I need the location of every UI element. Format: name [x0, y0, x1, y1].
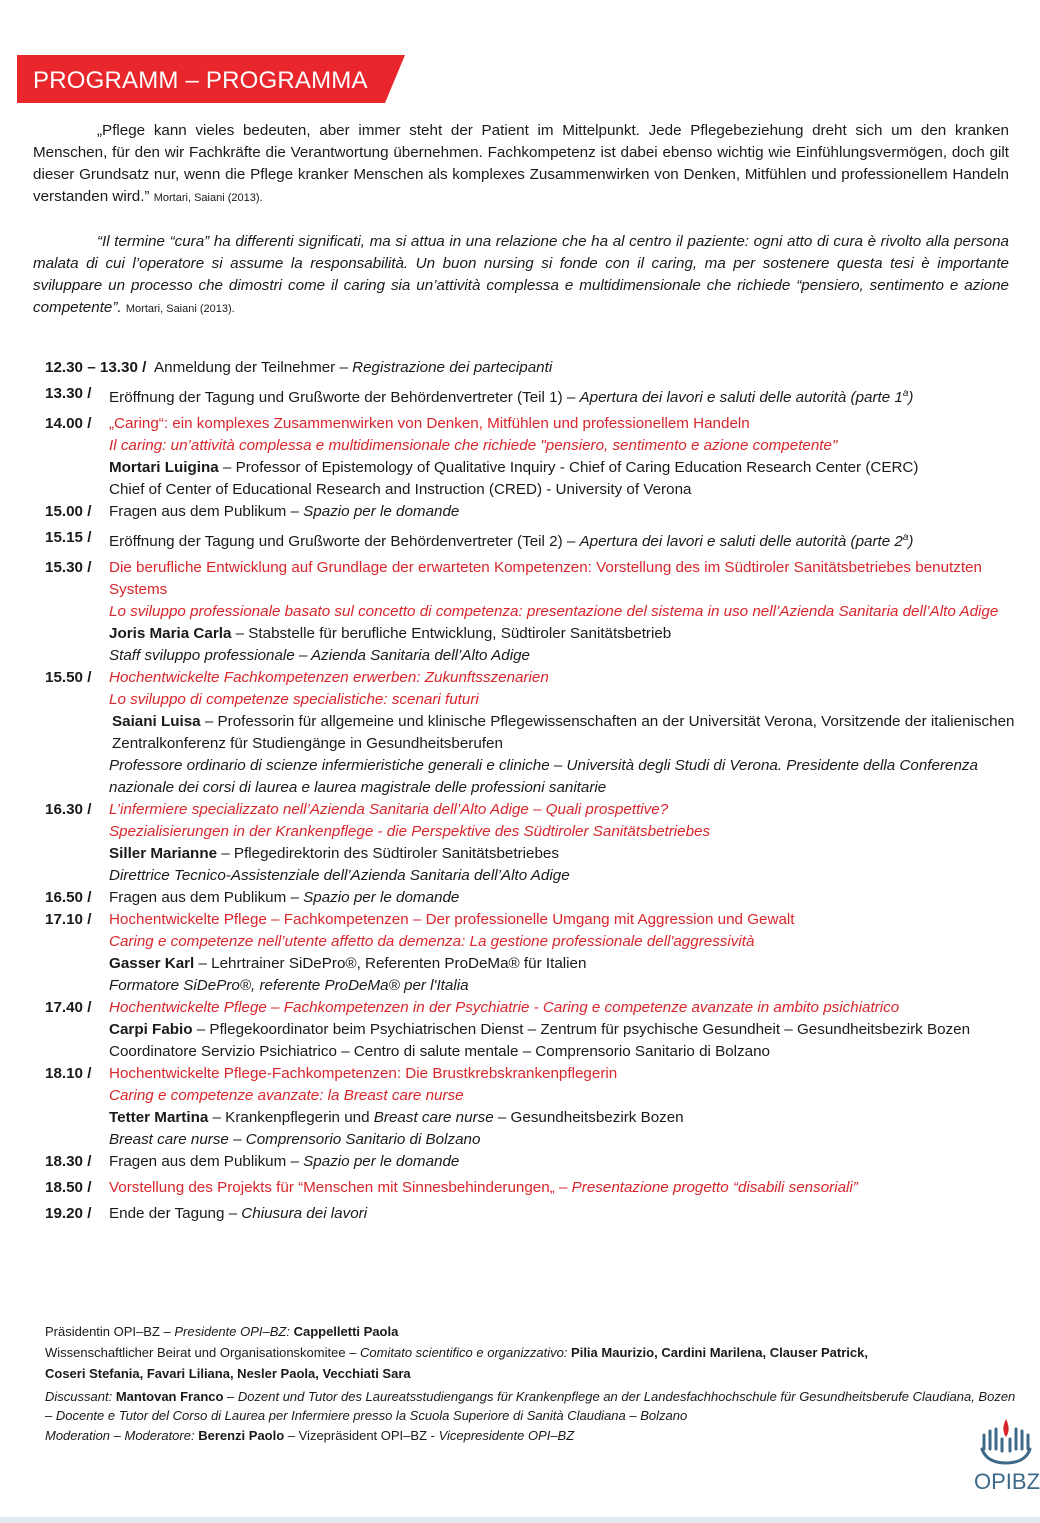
program-time: 17.10 /	[45, 911, 92, 929]
program-text-it: Apertura dei lavori e saluti delle autorità (parte 1	[579, 389, 903, 407]
program-text-it: Presentazione progetto “disabili sensoriali”	[571, 1179, 858, 1197]
speaker-role: – Professorin für allgemeine und klinische Pflegewissenschaften an der Universität Verona, Vorsitzende der italienischen Zentralkonferenz für Studiengänge in Gesundheitsberufen	[112, 713, 1015, 753]
speaker-role-it: Staff sviluppo professionale – Azienda Sanitaria dell’Alto Adige	[109, 647, 531, 665]
discussant-role: – Dozent und Tutor des Laureatsstudiengangs für Krankenpflege an der Landesfachhochschule für Gesundheitsberufe Claudiana, Bozen – Docente e Tutor del Corso di Laurea per Infermiere presso la Scuola Superiore di Sanità Claudiana – Bolzano	[45, 1389, 1016, 1423]
quote-italian-text: “Il termine “cura” ha differenti significati, ma si attua in una relazione che ha al centro il paziente: ogni atto di cura è rivolto alla persona malata di cui l’operatore si assume la responsabilità. Un buon nursing si fonde con il caring, ma per sostenere questa tesi è importante sviluppare un processo che dimostri come il caring sia un’attività complessa e multidimensionale che richiede “pensiero, sentimento e azione competente”.	[33, 233, 1009, 316]
moderation-role-de: – Vizepräsident OPI–BZ -	[284, 1428, 439, 1443]
program-item	[45, 357, 1035, 379]
program-title-it: Caring e competenze nell’utente affetto da demenza: La gestione professionale dell'aggressività	[109, 933, 755, 951]
program-text-it: Apertura dei lavori e saluti delle autorità (parte 2	[579, 533, 903, 551]
program-item	[45, 557, 1035, 667]
program-item	[45, 1063, 1035, 1151]
program-text-it: Chiusura dei lavori	[241, 1205, 368, 1223]
program-item	[45, 667, 1035, 799]
program-time: 18.50 /	[45, 1179, 92, 1197]
program-title-it: L’infermiere specializzato nell’Azienda Sanitaria dell’Alto Adige – Quali prospettive?	[109, 801, 669, 819]
program-time: 16.50 /	[45, 889, 92, 907]
logo-text: OPIBZ	[974, 1469, 1040, 1494]
president-label-de: Präsidentin OPI–BZ –	[45, 1324, 175, 1339]
program-time: 14.00 /	[45, 415, 92, 433]
program-text-it-end: )	[908, 533, 914, 551]
program-title-it: Lo sviluppo di competenze specialistiche: scenari futuri	[109, 691, 479, 709]
discussant-line	[45, 1387, 1030, 1425]
program-time: 15.50 /	[45, 669, 92, 687]
moderation-line	[45, 1425, 1030, 1446]
program-title-de: Spezialisierungen in der Krankenpflege - die Perspektive des Südtiroler Sanitätsbetriebes	[109, 823, 711, 841]
program-text-it-end: )	[908, 389, 914, 407]
program-text-de: Fragen aus dem Publikum –	[109, 889, 304, 907]
program-text-de: Eröffnung der Tagung und Grußworte der Behördenvertreter (Teil 1) –	[109, 389, 580, 407]
program-title-de: „Caring“: ein komplexes Zusammenwirken von Denken, Mitfühlen und professionellem Handeln	[109, 415, 750, 433]
speaker-name: Joris Maria Carla	[109, 625, 232, 643]
program-text-de: Fragen aus dem Publikum –	[109, 503, 304, 521]
discussant-label: Discussant:	[45, 1389, 116, 1404]
committee-names: Pilia Maurizio, Cardini Marilena, Clauser Patrick,	[571, 1345, 868, 1360]
speaker-role-it: Breast care nurse – Comprensorio Sanitario di Bolzano	[109, 1131, 481, 1149]
speaker-role-it: Formatore SiDePro®, referente ProDeMa® per l'Italia	[109, 977, 469, 995]
program-time: 15.15 /	[45, 529, 92, 547]
quote-italian-citation: Mortari, Saiani (2013).	[125, 303, 235, 315]
program-item	[45, 1177, 1035, 1199]
program-text-it: Spazio per le domande	[303, 503, 460, 521]
program-title-it: Lo sviluppo professionale basato sul concetto di competenza: presentazione del sistema in uso nell’Azienda Sanitaria dell’Alto Adige	[109, 603, 999, 621]
quote-german-text: „Pflege kann vieles bedeuten, aber immer steht der Patient im Mittelpunkt. Jede Pflegebeziehung dreht sich um den kranken Menschen, für den wir Fachkräfte die Verantwortung übernehmen. Fachkompetenz ist dabei ebenso wichtig wie Einfühlungsvermögen, doch gilt dieser Grundsatz nur, wenn die Pflege kranker Menschen als komplexes Zusammenwirken von Denken, Mitfühlen und professionellem Handeln verstanden wird.”	[33, 122, 1009, 205]
opibz-logo	[972, 1415, 1040, 1505]
speaker-role-it: Direttrice Tecnico-Assistenziale dell’Azienda Sanitaria dell’Alto Adige	[109, 867, 570, 885]
quote-german-citation: Mortari, Saiani (2013).	[153, 192, 263, 204]
speaker-role: Chief of Center of Educational Research and Instruction (CRED) - University of Verona	[109, 481, 692, 499]
president-label-it: Presidente OPI–BZ:	[174, 1324, 294, 1339]
credits-footer	[45, 1321, 1030, 1446]
program-time: 16.30 /	[45, 801, 92, 819]
speaker-role: – Krankenpflegerin und	[208, 1109, 374, 1127]
program-item	[45, 501, 1035, 523]
speaker-name: Siller Marianne	[109, 845, 218, 863]
program-item	[45, 383, 1035, 409]
discussant-name: Mantovan Franco	[115, 1389, 224, 1404]
program-time: 18.10 /	[45, 1065, 92, 1083]
program-title-it: Caring e competenze avanzate: la Breast care nurse	[109, 1087, 464, 1105]
program-item	[45, 887, 1035, 909]
program-time: 15.00 /	[45, 503, 92, 521]
program-item	[45, 527, 1035, 553]
program-title: Hochentwickelte Pflege – Fachkompetenzen in der Psychiatrie - Caring e competenze avanzate in ambito psichiatrico	[109, 999, 900, 1017]
program-title-de: Hochentwickelte Pflege-Fachkompetenzen: Die Brustkrebskrankenpflegerin	[109, 1065, 618, 1083]
speaker-role: – Lehrtrainer SiDePro®, Referenten ProDeMa® für Italien	[194, 955, 587, 973]
committee-names: Coseri Stefania, Favari Liliana, Nesler Paola, Vecchiati Sara	[45, 1366, 411, 1381]
moderation-label: Moderation – Moderatore:	[45, 1428, 199, 1443]
program-text-de: Anmeldung der Teilnehmer –	[154, 359, 353, 376]
program-superscript: a	[902, 532, 909, 544]
program-text-de: Vorstellung des Projekts für “Menschen mit Sinnesbehinderungen„ –	[109, 1179, 572, 1197]
speaker-name: Carpi Fabio	[109, 1021, 193, 1039]
speaker-role: Breast care nurse	[373, 1109, 494, 1127]
program-time: 13.30 /	[45, 385, 92, 402]
program-title-de: Hochentwickelte Fachkompetenzen erwerben: Zukunftsszenarien	[109, 669, 549, 687]
hands-flame-icon	[972, 1415, 1040, 1469]
program-time: 17.40 /	[45, 999, 92, 1017]
program-time: 18.30 /	[45, 1153, 92, 1171]
speaker-role-it: Professore ordinario di scienze infermieristiche generali e cliniche – Università degli Studi di Verona. Presidente della Conferenza nazionale dei corsi di laurea e laurea magistrale delle professioni sanitarie	[109, 757, 978, 797]
program-title-de: Die berufliche Entwicklung auf Grundlage der erwarteten Kompetenzen: Vorstellung des im Südtiroler Sanitätsbetriebes benutzten Systems	[109, 559, 982, 599]
program-time: 12.30 – 13.30 /	[45, 359, 147, 376]
program-item	[45, 997, 1035, 1063]
program-item	[45, 799, 1035, 887]
program-title-it: Il caring: un’attività complessa e multidimensionale che richiede "pensiero, sentimento e azione competente"	[109, 437, 838, 455]
section-banner	[17, 55, 405, 103]
quote-italian	[33, 231, 1009, 320]
speaker-name: Mortari Luigina	[109, 459, 219, 477]
speaker-name: Saiani Luisa	[112, 713, 201, 731]
president-line	[45, 1321, 1030, 1342]
program-text-it: Spazio per le domande	[303, 1153, 460, 1171]
program-text-de: Eröffnung der Tagung und Grußworte der Behördenvertreter (Teil 2) –	[109, 533, 580, 551]
moderation-name: Berenzi Paolo	[198, 1428, 285, 1443]
program-item	[45, 909, 1035, 997]
speaker-role-it: Coordinatore Servizio Psichiatrico – Centro di salute mentale – Comprensorio Sanitario di Bolzano	[109, 1043, 770, 1061]
program-title-de: Hochentwickelte Pflege – Fachkompetenzen – Der professionelle Umgang mit Aggression und Gewalt	[109, 911, 795, 929]
speaker-role: – Stabstelle für berufliche Entwicklung, Südtiroler Sanitätsbetrieb	[231, 625, 672, 643]
speaker-role: – Pflegekoordinator beim Psychiatrischen Dienst – Zentrum für psychische Gesundheit – Gesundheitsbezirk Bozen	[192, 1021, 971, 1039]
program-item	[45, 1203, 1035, 1225]
speaker-name: Gasser Karl	[109, 955, 195, 973]
program-text-it: Spazio per le domande	[303, 889, 460, 907]
moderation-role-it: Vicepresidente OPI–BZ	[438, 1428, 575, 1443]
committee-label-it: Comitato scientifico e organizzativo:	[360, 1345, 572, 1360]
quote-german	[33, 120, 1009, 209]
program-time: 15.30 /	[45, 559, 92, 577]
program-text-de: Ende der Tagung –	[109, 1205, 242, 1223]
committee-label-de: Wissenschaftlicher Beirat und Organisationskomitee –	[45, 1345, 361, 1360]
program-text-it: Registrazione dei partecipanti	[352, 359, 553, 376]
program-item	[45, 1151, 1035, 1173]
committee-line	[45, 1342, 1030, 1363]
president-name: Cappelletti Paola	[293, 1324, 399, 1339]
program-superscript: a	[902, 388, 909, 399]
program-schedule	[45, 357, 1035, 1225]
page-bottom-strip	[0, 1517, 1040, 1523]
speaker-role: – Professor of Epistemology of Qualitative Inquiry - Chief of Caring Education Research Center (CERC)	[218, 459, 919, 477]
speaker-name: Tetter Martina	[109, 1109, 209, 1127]
program-time: 19.20 /	[45, 1205, 92, 1223]
program-item	[45, 413, 1035, 501]
speaker-role: – Gesundheitsbezirk Bozen	[493, 1109, 684, 1127]
page-title: PROGRAMM – PROGRAMMA	[33, 67, 368, 94]
program-text-de: Fragen aus dem Publikum –	[109, 1153, 304, 1171]
speaker-role: – Pflegedirektorin des Südtiroler Sanitätsbetriebes	[217, 845, 559, 863]
